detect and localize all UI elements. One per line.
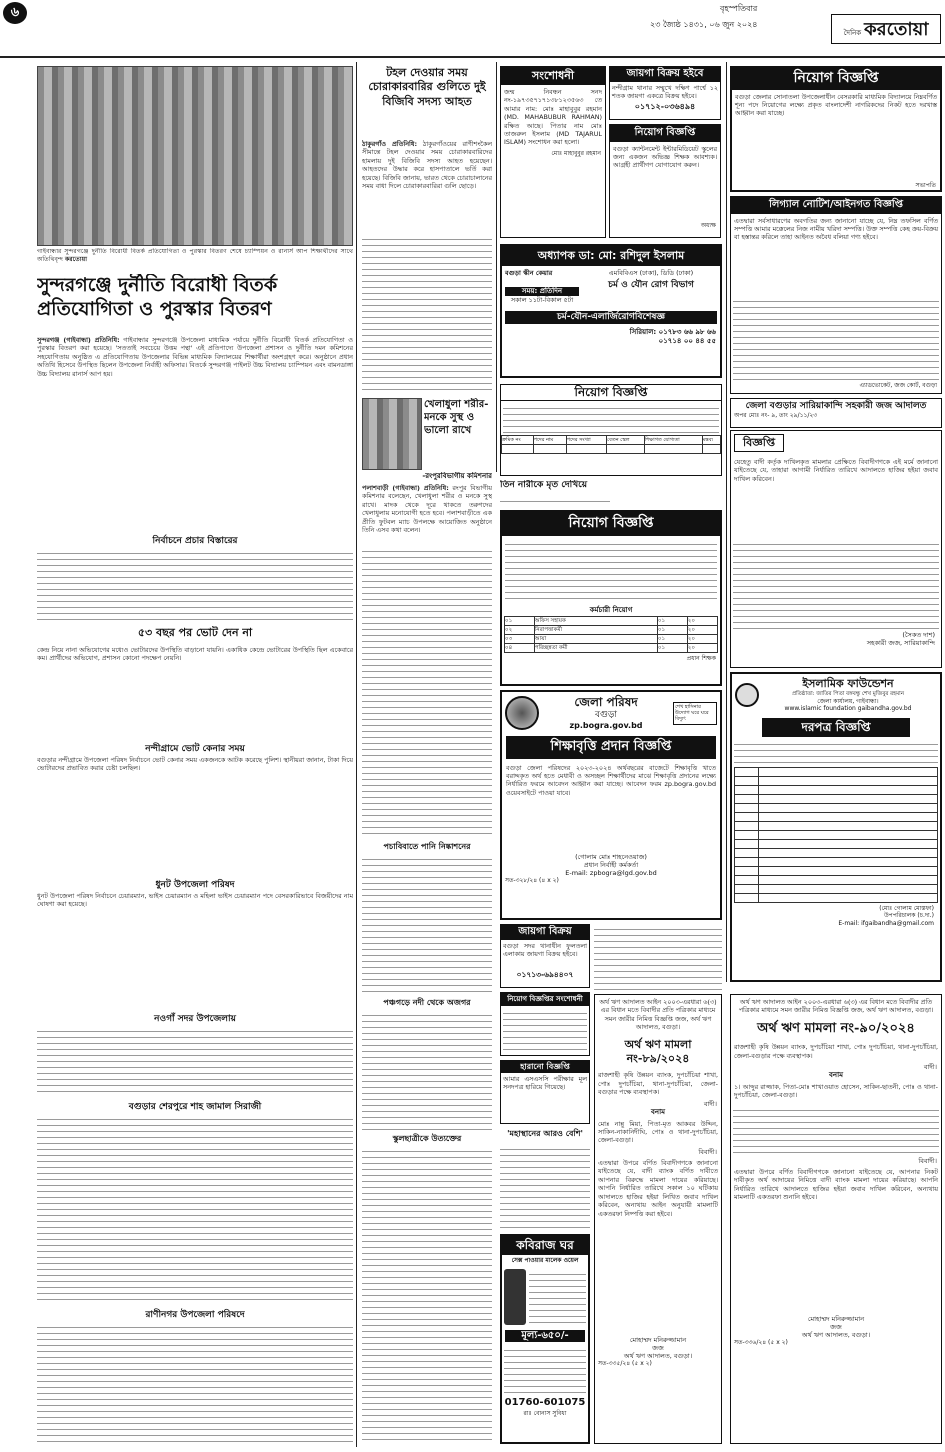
loan1-defendant: মোঃ নান্নু মিয়া, পিতা-মৃত আকবর উদ্দিন, সাকিন-নাকানিদীঘি, পোঃ ও থানা-দুপচাঁচিয়া, জেলা-বগুড়া। bbox=[598, 1119, 718, 1145]
nandigram-body: বগুড়ার নন্দীগ্রামে উপজেলা পরিষদ নির্বাচনে ভোট কেনার সময় একজনকে আটক করেছে পুলিশ। স্থানীয়রা জানান, টাকা দিয়ে ভোটারদের প্রভাবিত করার চেষ্টা চলছিল। bbox=[37, 756, 353, 773]
masthead bbox=[0, 0, 945, 54]
land-sale-title: জায়গা বিক্রয় হইবে bbox=[610, 67, 720, 82]
islamic-org: ইসলামিক ফাউন্ডেশন bbox=[802, 677, 894, 690]
table-header: বেতন স্কেল bbox=[607, 436, 645, 445]
court-notice bbox=[730, 430, 942, 668]
column-rule bbox=[726, 62, 727, 982]
correction-ad bbox=[500, 66, 606, 238]
subhead-naogaon: নওগাঁ সদর উপজেলায় bbox=[154, 1014, 236, 1024]
government-seal-icon bbox=[505, 696, 539, 730]
masthead-rule bbox=[0, 56, 945, 58]
zila-website: zp.bogra.gov.bd bbox=[569, 721, 643, 731]
news-photo bbox=[37, 66, 353, 246]
photo-caption: গাইবান্ধার সুন্দরগঞ্জে দুর্নীতি বিরোধী বিতর্ক প্রতিযোগিতা ও পুরস্কার বিতরণ শেষে চ্যাম্পিয়ন ও রানার্স আপ শিক্ষার্থীদের সাথে অতিথিবৃন্দ করতোয়া bbox=[37, 248, 353, 264]
doctor-name: অধ্যাপক ডা: মো: রশিদুল ইসলাম bbox=[502, 246, 720, 266]
subhead-harassment: স্কুলছাত্রীকে উত্যক্তের bbox=[392, 1134, 462, 1143]
subhead-sherpur: বগুড়ার শেরপুরে শাহ জামাল সিরাজী bbox=[128, 1102, 262, 1112]
correction-signature: মোঃ মাহাবুবুর রহমান bbox=[551, 149, 601, 157]
correction-title: সংশোধনী bbox=[501, 67, 605, 85]
story4-subhead: -রংপুরবিভাগীয় কমিশনার bbox=[422, 472, 492, 480]
job-post-table bbox=[504, 616, 718, 653]
kabiraj-phone: 01760-601075 bbox=[504, 1397, 586, 1408]
islamic-sub: প্রতিষ্ঠাতা: জাতির পিতা বঙ্গবন্ধু শেখ মুজিবুর রহমান bbox=[791, 690, 905, 697]
story2-text-block bbox=[37, 548, 353, 624]
court-case-no: অপর মোঃ নং- ৯, তাং ২৯/১১/২৩ bbox=[734, 412, 818, 420]
story1-headline: সুন্দরগঞ্জে দুর্নীতি বিরোধী বিতর্ক প্রতিযোগিতা ও পুরস্কার বিতরণ bbox=[37, 274, 278, 320]
page-number-badge: ৬ bbox=[3, 2, 27, 24]
table-header: মন্তব্য bbox=[702, 436, 721, 445]
loan1-intro: অর্থ ঋণ আদালত আইন ২০০৩-এরধারা ৬(৩) এর বিধান মতে বিবাদীর প্রতি পত্রিকার মাধ্যমে সমন জারীর নিমিত্ত বিজ্ঞপ্তি জজ, অর্থ ঋণ আদালত, বগুড়া। bbox=[599, 998, 717, 1032]
story2-headline: ৫৩ বছর পর ভোট দেন না bbox=[137, 626, 253, 639]
job-right-title: নিয়োগ বিজ্ঞপ্তি bbox=[732, 68, 940, 90]
newspaper-logo: দৈনিক করতোয়া bbox=[831, 14, 941, 44]
loan2-sign-court: অর্থ ঋণ আদালত, বগুড়া। bbox=[801, 1331, 871, 1340]
subhead-nandigram: নন্দীগ্রামে ভোট কেনার সময় bbox=[145, 744, 245, 754]
kabiraj-title: কবিরাজ ঘর bbox=[502, 1236, 588, 1255]
story1-body: সুন্দরগঞ্জ (গাইবান্ধা) প্রতিনিধি: গাইবান্ধার সুন্দরগঞ্জে উপজেলা মাধ্যমিক পর্যায়ে দুর্নীতি বিরোধী বিতর্ক প্রতিযোগিতা ও পুরস্কার বিতরণ করা হয়েছে। 'সততাই সবচেয়ে উত্তম পন্থা' এই প্রতিপাদ্যে উপজেলা প্রশাসন ও দুর্নীতি দমন কমিশনের সহযোগিতায় অনুষ্ঠিত এ প্রতিযোগিতায় উপজেলার বিভিন্ন মাধ্যমিক বিদ্যালয়ের শিক্ষার্থীরা অংশগ্রহণ করে। অনুষ্ঠানে প্রধান অতিথি হিসেবে উপস্থিত ছিলেন উপজেলা নির্বাহী অফিসার। বিতর্কে সুন্দরগঞ্জ পাইলট উচ্চ বিদ্যালয় চ্যাম্পিয়ন এবং বামনডাঙ্গা উচ্চ বিদ্যালয় রানার্স আপ হয়। bbox=[37, 336, 353, 378]
table-row: ০১ অফিস সহায়ক ০১ ২০ bbox=[505, 617, 718, 626]
islamic-foundation-ad bbox=[730, 672, 942, 982]
legal-signature: এ্যাডভোকেট, জজ কোর্ট, বগুড়া bbox=[859, 381, 937, 389]
loan2-intro: অর্থ ঋণ আদালত আইন ২০০৩-এরধারা ৬(৩) এর বিধান মতে বিবাদীর প্রতি পত্রিকার মাধ্যমে সমন জারীর নিমিত্ত বিজ্ঞপ্তি জজ, অর্থ ঋণ আদালত, বগুড়া। bbox=[738, 998, 934, 1015]
islamic-office: জেলা কার্যালয়, গাইবান্ধা। bbox=[817, 697, 879, 705]
loan2-versus: বনাম bbox=[829, 1071, 843, 1080]
story4-body: পলাশবাড়ী (গাইবান্ধা) প্রতিনিধি: রংপুর বিভাগীয় কমিশনার বলেছেন, খেলাধুলা শরীর ও মনকে সুস্থ রাখে। মাদক থেকে দূরে থাকতে তরুণদের খেলাধুলায় মনোযোগী হতে হবে। পলাশবাড়ীতে এক প্রীতি ফুটবল ম্যাচ উপলক্ষে আয়োজিত অনুষ্ঠানে তিনি এসব কথা বলেন। bbox=[362, 484, 492, 535]
story4-headline: খেলাধুলা শরীর-মনকে সুস্থ ও ভালো রাখে bbox=[424, 399, 489, 436]
loan1-plaintiff: রাজশাহী কৃষি উন্নয়ন ব্যাংক, দুপচাঁচিয়া শাখা, পোঃ দুপচাঁচিয়া, থানা-দুপচাঁচিয়া, জেলা-বগুড়ার পক্ষে ব্যবস্থাপক। bbox=[598, 1071, 718, 1097]
story2-subhead: নির্বাচনে প্রচার বিস্তারের bbox=[152, 536, 238, 546]
job-big-title: নিয়োগ বিজ্ঞপ্তি bbox=[502, 512, 720, 536]
lost-notice bbox=[500, 1060, 590, 1124]
legal-body: এতদ্বারা সর্বসাধারণের অবগতির জন্য জানানো যাচ্ছে যে, নিম্ন তফসিল বর্ণিত সম্পত্তি আমার মক্কেলের নিজ নামীয় খরিদা সম্পত্তি। উক্ত সম্পত্তি কেহ ক্রয়-বিক্রয় বা হস্তান্তর করিলে তাহা আইনত অবৈধ বলিয়া গণ্য হইবে। bbox=[734, 216, 938, 242]
legal-title: লিগ্যাল নোটিশ/আইনগত বিজ্ঞপ্তি bbox=[731, 197, 941, 214]
kabiraj-price: মূল্য-৬৫০/- bbox=[505, 1330, 585, 1343]
loan1-sign: মোহাম্মদ মনিরুজ্জামান bbox=[629, 1336, 687, 1345]
lost-body: আমার এসএসসি পরীক্ষার মূল সনদপত্র হারিয়ে গিয়েছে। bbox=[503, 1075, 587, 1092]
legal-notice bbox=[730, 196, 942, 394]
land2-title: জায়গা বিক্রয় bbox=[501, 925, 589, 940]
dhunat-body: ধুনট উপজেলা পরিষদ নির্বাচনে চেয়ারম্যান, ভাইস চেয়ারম্যান ও মহিলা ভাইস চেয়ারম্যান পদে বেসরকারিভাবে বিজয়ীদের নাম ঘোষণা করা হয়েছে। bbox=[37, 892, 353, 909]
doctor-speciality: চর্ম ও যৌন রোগ বিভাগ bbox=[608, 279, 694, 290]
mahasthan-headline: 'মহাস্থানের আরও বেশি' bbox=[507, 1128, 583, 1138]
loan2-plaintiff-label: বাদী। bbox=[923, 1063, 937, 1072]
harassment-text-block bbox=[362, 1146, 492, 1442]
loan2-sign-title: জজ bbox=[830, 1323, 842, 1332]
zila-tagline: শেখ হাসিনার উদ্যোগ ঘরে ঘরে বিদ্যুৎ bbox=[673, 702, 717, 725]
zila-org: জেলা পরিষদ bbox=[574, 695, 638, 709]
loan1-sign-title: জজ bbox=[652, 1344, 664, 1353]
loan1-versus: বনাম bbox=[651, 1107, 665, 1116]
issue-day: বৃহস্পতিবার bbox=[720, 4, 758, 13]
story3-continuation bbox=[362, 234, 492, 394]
zila-sign-title: প্রধান নির্বাহী কর্মকর্তা bbox=[583, 860, 639, 869]
table-header: শিক্ষাগত যোগ্যতা bbox=[644, 436, 702, 445]
job-small-body: বগুড়া ক্যান্টনমেন্ট ইন্টারমিডিয়েট স্কুলের জন্য একজন অভিজ্ঞ শিক্ষক আবশ্যক। আগ্রহী প্রার্থীগণ যোগাযোগ করুন। bbox=[613, 144, 717, 170]
loan2-sign: মোহাম্মদ মনিরুজ্জামান bbox=[807, 1314, 865, 1323]
loan2-title: অর্থ ঋণ মামলা নং-৯০/২০২৪ bbox=[757, 1020, 915, 1036]
kabiraj-ad bbox=[500, 1234, 590, 1444]
tender-title: দরপত্র বিজ্ঞপ্তি bbox=[762, 718, 910, 737]
court-sign-title: সহকারী জজ, সারিয়াকান্দি bbox=[866, 638, 935, 647]
land-sale-phone: ০১৭১২-০৩৬৪৯৪ bbox=[634, 102, 696, 112]
loan1-defendant-label: বিবাদী। bbox=[698, 1147, 717, 1156]
job-small-signature: অধ্যক্ষ bbox=[700, 221, 716, 229]
column-rule bbox=[496, 62, 497, 472]
drainage-text-block bbox=[362, 854, 492, 994]
job-ad-big bbox=[500, 510, 722, 686]
zila-sign: (গোলাম মোঃ শাহনেওয়াজ) bbox=[575, 852, 647, 861]
table-row: ০২ নিরাপত্তাকর্মী ০১ ২০ bbox=[505, 626, 718, 635]
column-rule bbox=[356, 62, 357, 1447]
loan-case-90 bbox=[730, 994, 942, 1444]
job-table-ad bbox=[500, 384, 722, 476]
loan1-plaintiff-label: বাদী। bbox=[703, 1099, 717, 1108]
loan2-memo: সত-৩৩৬/২৪ (৫ x ২) bbox=[734, 1339, 788, 1347]
story4-continuation bbox=[362, 546, 492, 836]
table-header: পদের সংখ্যা bbox=[566, 436, 606, 445]
zila-place: বগুড়া bbox=[594, 710, 618, 720]
land-sale-body: নন্দীগ্রাম থানার সম্মুখে দক্ষিণ পার্শ্বে ১২ শতক জায়গা একত্রে বিক্রয় হইবে। bbox=[612, 83, 718, 100]
subhead-python: পঞ্চগড়ে নদী থেকে অজগর bbox=[383, 998, 471, 1007]
job-big-signature: প্রধান শিক্ষক bbox=[686, 655, 716, 663]
doctor-band: চর্ম-যৌন-এলার্জিরোগবিশেষজ্ঞ bbox=[505, 311, 717, 324]
loan2-body: এতদ্বারা উপরে বর্ণিত বিবাদীগণকে জানানো যাইতেছে যে, আপনার নিকট দাবীকৃত অর্থ আদায়ের নিমিত্তে বাদী ব্যাংক মামলা দায়ের করিয়াছে। আপনি নির্ধারিত তারিখে আদালতে হাজির হইয়া জবাব দাখিল করিবেন, অন্যথায় মামলাটি একতরফা শুনানি হইবে। bbox=[734, 1167, 938, 1202]
raninagar-text-block bbox=[37, 1322, 353, 1442]
story3-body: ঠাকুরগাঁও প্রতিনিধি: ঠাকুরগাঁওয়ের রাণীশংকৈল সীমান্তে টহল দেওয়ার সময় চোরাকারবারিদের হামলায় দুই বিজিবি সদস্য আহত হয়েছেন। আহতদের উদ্ধার করে হাসপাতালে ভর্তি করা হয়েছে। বিজিবি জানায়, ভারত থেকে চোরাচালানের সময় বাধা দিলে চোরাকারবারিরা গুলি ছোড়ে। bbox=[362, 140, 492, 191]
doctor-time-label: সময়: প্রতিদিন bbox=[505, 287, 579, 296]
python-text-block bbox=[362, 1010, 492, 1130]
job-right-signature: সভাপতি bbox=[915, 181, 936, 189]
zila-title: শিক্ষাবৃত্তি প্রদান বিজ্ঞপ্তি bbox=[506, 736, 716, 758]
loan1-title: অর্থ ঋণ মামলা নং-৮৯/২০২৪ bbox=[624, 1037, 692, 1065]
naogaon-text-block bbox=[37, 1026, 353, 1096]
job-ad-right bbox=[730, 66, 942, 192]
correction-body: জন্ম নিবন্ধন সনদ নং-১৯৭৩৫৭১৭১৩৮১২৩৫৬৩ তে আমার নাম: মোঃ মাহাবুবুর রহমান (MD. MAHABUBUR RAHMAN) রক্ষিত আছে। পিতার নাম মোঃ তাজরুল ইসলাম (MD TAJARUL ISLAM) সংশোধন করা হলো। bbox=[504, 87, 602, 147]
land-sale-ad bbox=[609, 66, 721, 120]
court-header bbox=[730, 398, 942, 428]
subhead-drainage: পচাবিবাতে পানি নিষ্কাশনের bbox=[383, 842, 471, 851]
kabiraj-product: সেক্স পাওয়ার মালেক ওয়েল bbox=[511, 1257, 579, 1264]
loan1-memo: সত-৩৩৫/২৪ (৫ x ২) bbox=[598, 1360, 652, 1368]
tender-table bbox=[734, 767, 938, 903]
correction2-title: নিয়োগ বিজ্ঞপ্তির সংশোধনী bbox=[501, 993, 589, 1006]
court-body: যেহেতু বাদী কর্তৃক দাখিলকৃত মামলার প্রেক্ষিতে বিবাদীগণকে এই মর্মে জানানো যাইতেছে যে, তাহারা আগামী নির্ধারিত তারিখে আদালতে হাজির হইয়া জবাব দাখিল করিবেন। bbox=[734, 457, 938, 483]
land-sale-ad-2 bbox=[500, 924, 590, 988]
islamic-web: www.islamic foundation gaibandha.gov.bd bbox=[784, 705, 912, 713]
doctor-serial: সিরিয়াল: ০১৭৮৩ ৬৬ ৯৮ ৬৬ bbox=[629, 328, 716, 336]
job-table bbox=[501, 435, 721, 454]
table-header: পদের নাম bbox=[533, 436, 566, 445]
loan2-defendant: ১। আব্দুর রাজ্জাক, পিতা-মোঃ শাখাওয়াত হোসেন, সাকিন-ছাতনী, পোঃ ও থানা-দুপচাঁচিয়া, জেলা-বগুড়া। bbox=[734, 1082, 938, 1100]
subhead-dhunat: ধুনট উপজেলা পরিষদ bbox=[155, 880, 235, 890]
sherpur-text-block bbox=[37, 1114, 353, 1304]
court-sign: (সৈকত দাশ) bbox=[902, 630, 935, 639]
table-row: ০৩ আয়া ০১ ২০ bbox=[505, 635, 718, 644]
story3-headline: টহল দেওয়ার সময় চোরাকারবারির গুলিতে দুই বিজিবি সদস্য আহত bbox=[368, 66, 486, 108]
foundation-logo-icon bbox=[735, 683, 759, 707]
islamic-sign: (মোঃ গোলাম মোস্তফা) bbox=[879, 904, 934, 912]
loan-case-89 bbox=[594, 994, 722, 1444]
table-row: ০৪ পরিচ্ছন্নতা কর্মী ০১ ২০ bbox=[505, 644, 718, 653]
zila-email: E-mail: zpbogra@lgd.gov.bd bbox=[565, 868, 657, 877]
loan1-sign-court: অর্থ ঋণ আদালত, বগুড়া। bbox=[623, 1352, 693, 1361]
job-big-subtitle: কর্মচারী নিয়োগ bbox=[589, 605, 633, 614]
zila-body: বগুড়া জেলা পরিষদের ২০২৩-২০২৪ অর্থবছরের বাজেটে শিক্ষাবৃত্তি খাতে বরাদ্দকৃত অর্থ হতে মেধাবী ও অসচ্ছল শিক্ষার্থীদের মাঝে শিক্ষাবৃত্তি প্রদানের লক্ষ্যে নির্ধারিত ফরমে আবেদন আহ্বান করা যাচ্ছে। আবেদন ফরম zp.bogra.gov.bd ওয়েবসাইটে পাওয়া যাবে। bbox=[506, 763, 716, 797]
doctor-time: সকাল ১১টা-বিকাল ৫টা bbox=[510, 295, 574, 304]
story2-body: কেন্দ্র নিয়ে নানা অভিযোগের মধ্যেও ভোটারদের উপস্থিতি বাড়ানো যায়নি। একাধিক কেন্দ্রে ভোটারের উপস্থিতি ছিল একেবারে কম। প্রার্থীদের অভিযোগ, প্রশাসন কোনো পদক্ষেপ নেয়নি। bbox=[37, 646, 353, 663]
land2-body: বগুড়া সদর থানাধীন ফুলতলা এলাকায় জায়গা বিক্রয় হইবে। bbox=[503, 941, 587, 958]
court-title: জেলা বগুড়ার সারিয়াকান্দি সহকারী জজ আদালত bbox=[745, 401, 927, 411]
loan2-plaintiff: রাজশাহী কৃষি উন্নয়ন ব্যাংক, দুপচাঁচিয়া শাখা, পোঃ দুপচাঁচিয়া, থানা-দুপচাঁচিয়া, জেলা-বগুড়ার পক্ষে ব্যবস্থাপক। bbox=[734, 1043, 938, 1060]
job-ad-small bbox=[609, 124, 721, 238]
issue-date: ২৩ জ্যৈষ্ঠ ১৪৩১, ০৬ জুন ২০২৪ bbox=[650, 20, 758, 29]
sports-photo bbox=[362, 398, 422, 470]
kabiraj-footer: রাঃ বোনাস সুবিধা bbox=[523, 1409, 567, 1417]
zila-memo: সত-৩২৮/২৪ (৪ x ২) bbox=[505, 876, 559, 884]
subhead-raninagar: রাণীনগর উপজেলা পরিষদে bbox=[145, 1310, 245, 1320]
table-header: ক্রমিক নং bbox=[502, 436, 534, 445]
doctor-chamber: বগুড়া স্কীন কেয়ার bbox=[505, 268, 553, 277]
loan2-defendant-label: বিবাদী। bbox=[918, 1156, 937, 1165]
doctor-phone: ০১৭১৪ ০০ ৪৪ ৫৫ bbox=[658, 336, 716, 345]
zila-parishad-ad bbox=[500, 690, 722, 920]
job-right-body: বগুড়া জেলার সোনাতলা উপজেলাধীন বেসরকারি মাধ্যমিক বিদ্যালয়ে নিম্নবর্ণিত শূন্য পদে নিয়োগের লক্ষ্যে প্রকৃত বাংলাদেশী নাগরিকদের নিকট হতে দরখাস্ত আহ্বান করা যাচ্ছে। bbox=[735, 92, 937, 118]
land2-phone: ০১৭১৩-৬৯৪৪০৭ bbox=[516, 969, 574, 979]
court-notice-label: বিজ্ঞপ্তি bbox=[734, 434, 784, 452]
loan1-body: এতদ্বারা উপরে বর্ণিত বিবাদীগণকে জানানো যাইতেছে যে, বাদী ব্যাংক বর্ণিত দাবীতে আপনার বিরুদ্ধে মামলা দায়ের করিয়াছে। আপনি নির্ধারিত তারিখে সকাল ১০ ঘটিকায় আদালতে হাজির হইয়া লিখিত জবাব দাখিল করিবেন, অন্যথায় আইন অনুযায়ী মামলাটি একতরফা নিষ্পত্তি করা হইবে। bbox=[598, 1159, 718, 1218]
job-small-title: নিয়োগ বিজ্ঞপ্তি bbox=[610, 125, 720, 142]
doctor-ad bbox=[500, 244, 722, 378]
job-table-title: নিয়োগ বিজ্ঞপ্তি bbox=[501, 385, 721, 401]
islamic-email: E-mail: ifgaibandha@gmail.com bbox=[838, 919, 934, 927]
lost-title: হারানো বিজ্ঞপ্তি bbox=[501, 1061, 589, 1073]
islamic-sign-title: উপপরিচালক (চ.দা.) bbox=[883, 912, 934, 920]
job-correction-ad bbox=[500, 992, 590, 1056]
story-three-women-headline: তিন নারীকে মৃত দেখিয়ে bbox=[500, 480, 588, 490]
product-bottle-icon bbox=[504, 1269, 526, 1325]
doctor-degree: এমবিবিএস (ঢাকা), ডিডি (ঢাকা) bbox=[608, 268, 694, 277]
